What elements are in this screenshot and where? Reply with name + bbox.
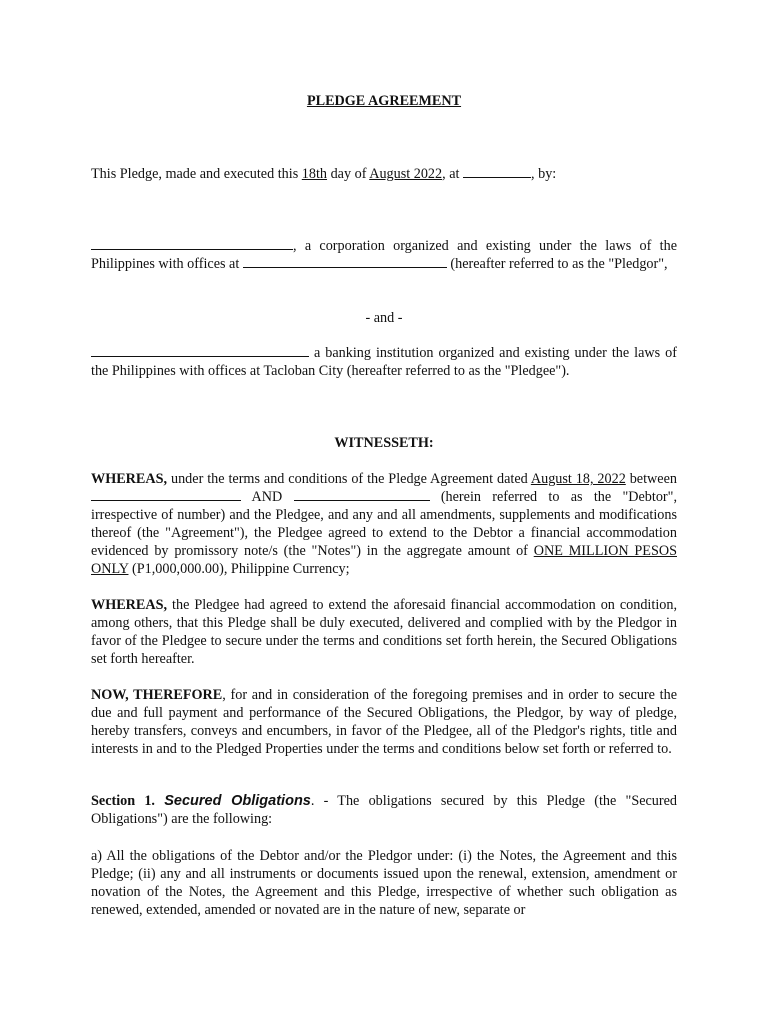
place-blank: [463, 165, 531, 178]
intro-paragraph: [91, 165, 677, 183]
intro-text: day of: [327, 166, 370, 182]
now-therefore-lead: NOW, THEREFORE: [91, 687, 223, 703]
whereas-lead: WHEREAS,: [91, 597, 168, 613]
intro-text: , at: [442, 166, 464, 182]
whereas-and: AND: [241, 489, 294, 505]
document-title: PLEDGE AGREEMENT: [306, 93, 462, 109]
execution-day: 18th: [301, 166, 328, 182]
whereas-text: (P1,000,000.00), Philippine Currency;: [128, 561, 350, 577]
whereas-paragraph-1: [91, 470, 677, 578]
pledgee-name-blank: [91, 344, 309, 357]
item-a-text: a) All the obligations of the Debtor and/or the Pledgor under: (i) the Notes, the Agreement and this Pledge; (ii) any and all instruments or documents issued upon the renewal, extension, amendment or novation of the Notes, the Agreement and this Pledge, irrespective of whether such obligation as renewed, extended, amended or novated are in the nature of new, separate or: [91, 848, 677, 918]
amount-in-words: ONE MILLION PESOS ONLY: [91, 543, 677, 577]
whereas-lead: WHEREAS,: [91, 471, 168, 487]
pledgor-address-blank: [243, 255, 447, 268]
section-heading: Secured Obligations: [164, 793, 311, 809]
item-a-paragraph: [91, 847, 677, 919]
whereas-text: between: [625, 471, 677, 487]
whereas-text: (herein referred to as the "Debtor", irrespective of number) and the Pledgee, and any and all amendments, supplements and modifications thereof (the "Agreement"), the Pledgee agreed to extend to the Debtor a financial accommodation evidenced by promissory note/s (the "Notes") in the aggregate amount of: [91, 489, 677, 559]
pledgor-name-blank: [91, 237, 293, 250]
intro-text: This Pledge, made and executed this: [91, 166, 302, 182]
section-text: . - The obligations secured by this Pledge (the "Secured Obligations") are the following:: [91, 793, 678, 827]
pledgor-text: , a corporation organized and existing under the laws of the Philippines with offices at: [91, 238, 677, 272]
debtor-blank-1: [91, 488, 241, 501]
witnesseth-heading: WITNESSETH:: [334, 435, 434, 451]
execution-month-year: August 2022: [369, 166, 443, 182]
whereas-text: the Pledgee had agreed to extend the aforesaid financial accommodation on condition, among others, that this Pledge shall be duly executed, delivered and complied with by the Pledgor in favor of the Pledgee to secure under the terms and conditions set forth herein, the Secured Obligations set forth hereafter.: [91, 597, 677, 667]
agreement-date: August 18, 2022: [530, 471, 626, 487]
pledgor-text: (hereafter referred to as the "Pledgor",: [446, 256, 668, 272]
pledgee-text: a banking institution organized and existing under the laws of the Philippines with offices at Tacloban City (hereafter referred to as the "Pledgee").: [91, 345, 677, 379]
section-1-paragraph: [91, 792, 677, 828]
pledgor-paragraph: [91, 237, 677, 273]
section-label: Section 1.: [91, 793, 155, 809]
whereas-paragraph-2: [91, 596, 677, 668]
now-therefore-text: , for and in consideration of the foregoing premises and in order to secure the due and full payment and performance of the Secured Obligations, the Pledgor, by way of pledge, hereby transfers, conveys and encumbers, in favor of the Pledgee, all of the Pledgor's rights, title and interests in and to the Pledged Properties under the terms and conditions below set forth or referred to.: [91, 687, 677, 757]
and-separator: - and -: [365, 310, 403, 326]
intro-text: , by:: [531, 166, 557, 182]
whereas-text: under the terms and conditions of the Pledge Agreement dated: [167, 471, 531, 487]
debtor-blank-2: [294, 488, 430, 501]
now-therefore-paragraph: [91, 686, 677, 758]
pledgee-paragraph: [91, 344, 677, 380]
